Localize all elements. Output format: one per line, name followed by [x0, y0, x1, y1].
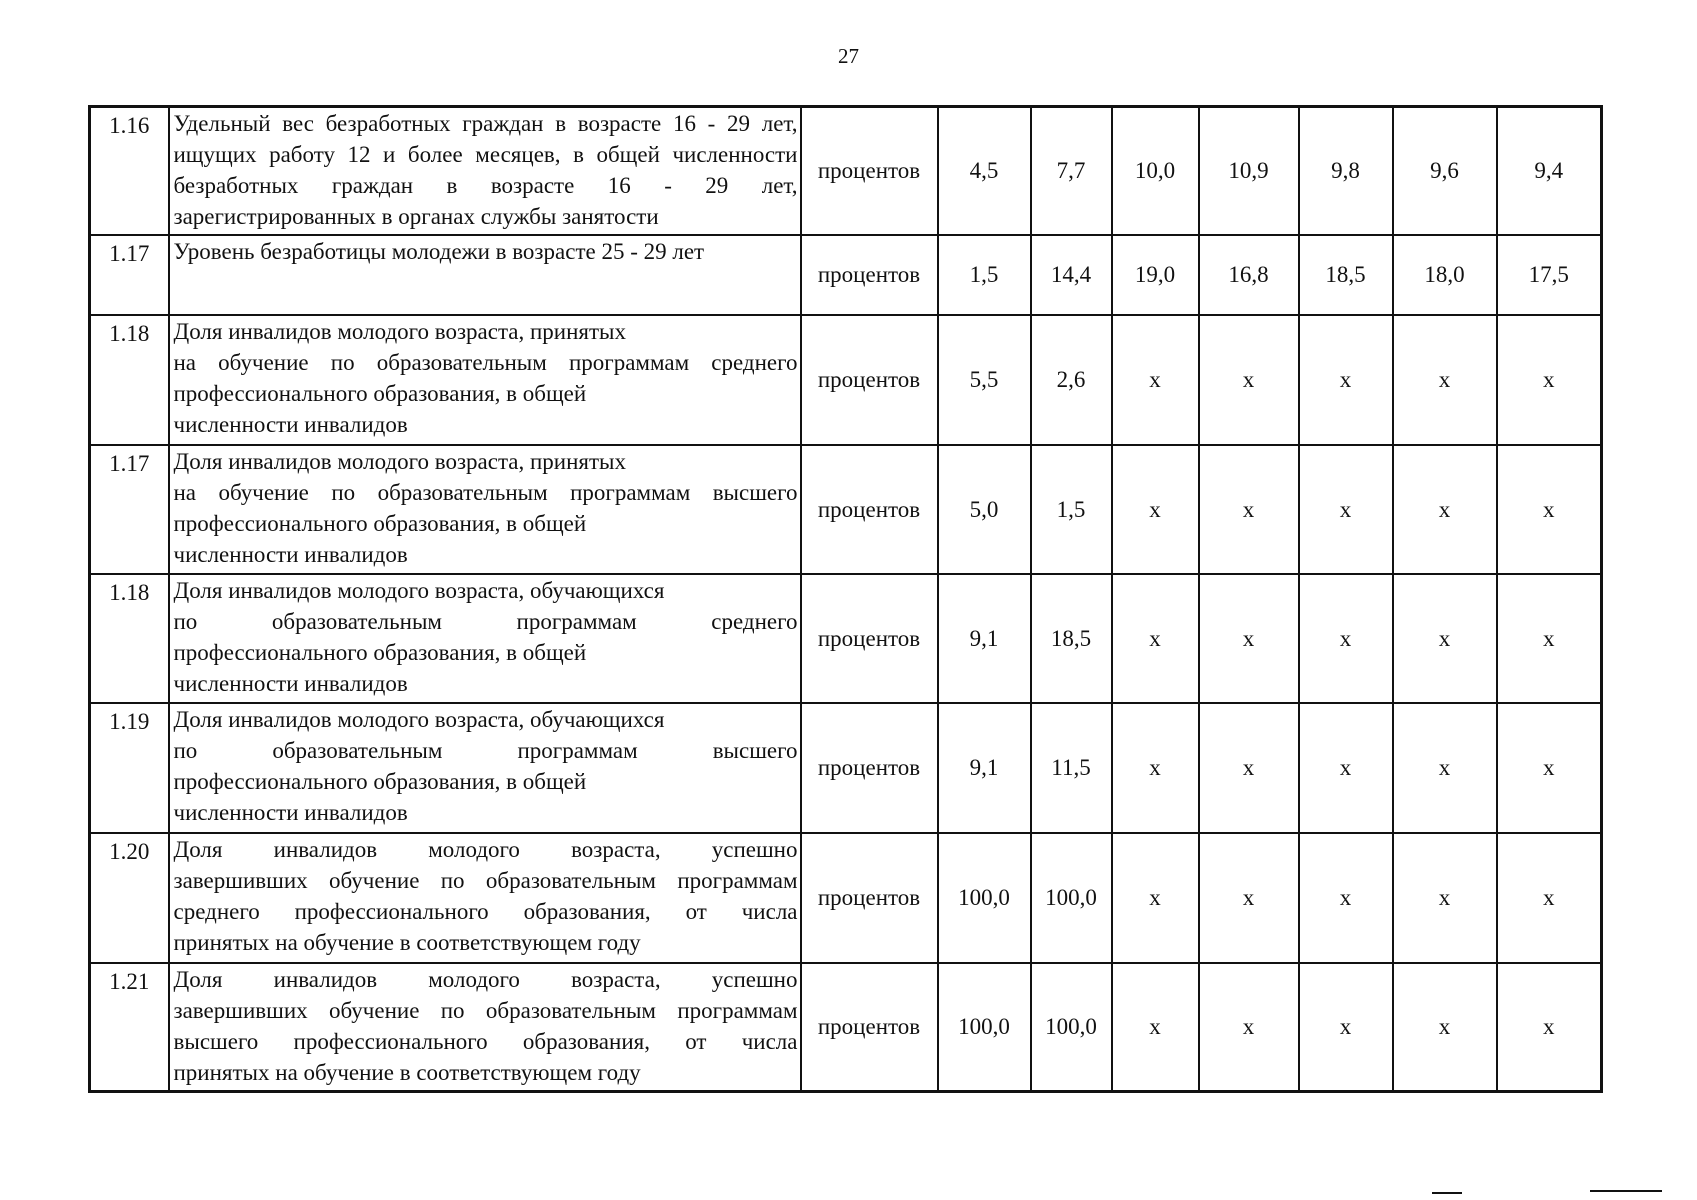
description-line: завершивших обучение по образовательным программам — [173, 997, 798, 1023]
page-number: 27 — [838, 44, 859, 68]
value-cell: 19,0 — [1112, 235, 1199, 315]
table-row — [90, 315, 1602, 445]
unit-cell: процентов — [801, 833, 938, 963]
description-line: Уровень безработицы молодежи в возрасте 25 - 29 лет — [173, 238, 705, 264]
description-line: зарегистрированных в органах службы занятости — [173, 204, 659, 229]
value-cell: 18,0 — [1393, 235, 1497, 315]
description-line: Удельный вес безработных граждан в возрасте 16 - 29 лет, — [173, 111, 798, 136]
value-cell: x — [1112, 963, 1199, 1092]
value-cell: x — [1199, 445, 1299, 574]
description-line: численности инвалидов — [173, 799, 408, 825]
indicators-table — [88, 105, 1603, 1093]
description-line: на обучение по образовательным программам среднего — [173, 349, 798, 375]
value-cell: x — [1112, 703, 1199, 833]
value-cell: 100,0 — [1031, 833, 1112, 963]
value-cell: x — [1299, 574, 1393, 703]
unit-cell: процентов — [801, 963, 938, 1092]
description-line: на обучение по образовательным программам высшего — [173, 479, 798, 505]
description-line: профессионального образования, в общей — [173, 768, 587, 794]
value-cell: 9,4 — [1497, 107, 1602, 235]
value-cell: x — [1199, 963, 1299, 1092]
value-cell: 14,4 — [1031, 235, 1112, 315]
value-cell: 100,0 — [938, 963, 1031, 1092]
value-cell: x — [1393, 703, 1497, 833]
row-number: 1.18 — [90, 574, 169, 703]
row-number: 1.19 — [90, 703, 169, 833]
unit-cell: процентов — [801, 107, 938, 235]
description-line: профессионального образования, в общей — [173, 510, 587, 536]
unit-cell: процентов — [801, 574, 938, 703]
value-cell: x — [1497, 963, 1602, 1092]
value-cell: x — [1393, 833, 1497, 963]
table-row — [90, 574, 1602, 703]
value-cell: 9,1 — [938, 574, 1031, 703]
row-number: 1.16 — [90, 107, 169, 235]
value-cell: x — [1112, 833, 1199, 963]
value-cell: x — [1299, 833, 1393, 963]
description-line: Доля инвалидов молодого возраста, принятых — [173, 448, 627, 474]
value-cell: x — [1199, 833, 1299, 963]
row-number: 1.17 — [90, 235, 169, 315]
description-line: Доля инвалидов молодого возраста, обучающихся — [173, 706, 665, 732]
value-cell: x — [1112, 574, 1199, 703]
description-line: высшего профессионального образования, от числа — [173, 1028, 798, 1054]
description-line: среднего профессионального образования, от числа — [173, 898, 798, 924]
description-line: принятых на обучение в соответствующем году — [173, 1059, 641, 1085]
unit-cell: процентов — [801, 445, 938, 574]
value-cell: x — [1199, 315, 1299, 445]
row-number: 1.17 — [90, 445, 169, 574]
value-cell: x — [1393, 574, 1497, 703]
description-line: по образовательным программам среднего — [173, 608, 798, 634]
table-row — [90, 107, 1602, 235]
unit-cell: процентов — [801, 703, 938, 833]
description-line: профессионального образования, в общей — [173, 380, 587, 406]
value-cell: 10,9 — [1199, 107, 1299, 235]
value-cell: x — [1393, 963, 1497, 1092]
description-line: Доля инвалидов молодого возраста, обучающихся — [173, 577, 665, 603]
description-line: ищущих работу 12 и более месяцев, в общей численности — [173, 142, 798, 167]
description-line: по образовательным программам высшего — [173, 737, 798, 763]
scan-mark — [1432, 1192, 1462, 1194]
value-cell: x — [1497, 445, 1602, 574]
value-cell: 5,0 — [938, 445, 1031, 574]
value-cell: x — [1299, 445, 1393, 574]
indicator-description — [169, 107, 801, 235]
value-cell: x — [1497, 833, 1602, 963]
description-line: безработных граждан в возрасте 16 - 29 лет, — [173, 173, 798, 198]
table-row — [90, 833, 1602, 963]
value-cell: x — [1299, 963, 1393, 1092]
value-cell: 100,0 — [938, 833, 1031, 963]
description-line: численности инвалидов — [173, 670, 408, 696]
row-number: 1.18 — [90, 315, 169, 445]
description-line: численности инвалидов — [173, 541, 408, 567]
value-cell: 100,0 — [1031, 963, 1112, 1092]
value-cell: 11,5 — [1031, 703, 1112, 833]
indicator-description — [169, 574, 801, 703]
value-cell: 4,5 — [938, 107, 1031, 235]
description-line: Доля инвалидов молодого возраста, успешно — [173, 836, 798, 862]
table-row — [90, 963, 1602, 1092]
row-number: 1.21 — [90, 963, 169, 1092]
description-line: завершивших обучение по образовательным программам — [173, 867, 798, 893]
unit-cell: процентов — [801, 315, 938, 445]
value-cell: 18,5 — [1299, 235, 1393, 315]
indicator-description — [169, 315, 801, 445]
description-line: численности инвалидов — [173, 411, 408, 437]
value-cell: x — [1497, 574, 1602, 703]
value-cell: 1,5 — [938, 235, 1031, 315]
table-body — [90, 107, 1602, 1092]
value-cell: x — [1393, 445, 1497, 574]
value-cell: x — [1299, 703, 1393, 833]
value-cell: 16,8 — [1199, 235, 1299, 315]
value-cell: x — [1393, 315, 1497, 445]
value-cell: x — [1497, 315, 1602, 445]
indicator-description — [169, 963, 801, 1092]
indicator-description — [169, 445, 801, 574]
indicator-description — [169, 703, 801, 833]
description-line: профессионального образования, в общей — [173, 639, 587, 665]
table-row — [90, 445, 1602, 574]
value-cell: 17,5 — [1497, 235, 1602, 315]
value-cell: x — [1112, 445, 1199, 574]
value-cell: 2,6 — [1031, 315, 1112, 445]
value-cell: 1,5 — [1031, 445, 1112, 574]
value-cell: x — [1199, 703, 1299, 833]
value-cell: x — [1299, 315, 1393, 445]
indicator-description — [169, 833, 801, 963]
unit-cell: процентов — [801, 235, 938, 315]
value-cell: x — [1112, 315, 1199, 445]
indicator-description — [169, 235, 801, 315]
description-line: принятых на обучение в соответствующем году — [173, 929, 641, 955]
value-cell: x — [1199, 574, 1299, 703]
value-cell: 9,6 — [1393, 107, 1497, 235]
table-row — [90, 703, 1602, 833]
value-cell: 9,1 — [938, 703, 1031, 833]
value-cell: 7,7 — [1031, 107, 1112, 235]
value-cell: 18,5 — [1031, 574, 1112, 703]
table-row — [90, 235, 1602, 315]
description-line: Доля инвалидов молодого возраста, успешно — [173, 966, 798, 992]
value-cell: 10,0 — [1112, 107, 1199, 235]
row-number: 1.20 — [90, 833, 169, 963]
scan-mark — [1590, 1190, 1662, 1192]
value-cell: 5,5 — [938, 315, 1031, 445]
value-cell: x — [1497, 703, 1602, 833]
value-cell: 9,8 — [1299, 107, 1393, 235]
description-line: Доля инвалидов молодого возраста, принятых — [173, 318, 627, 344]
